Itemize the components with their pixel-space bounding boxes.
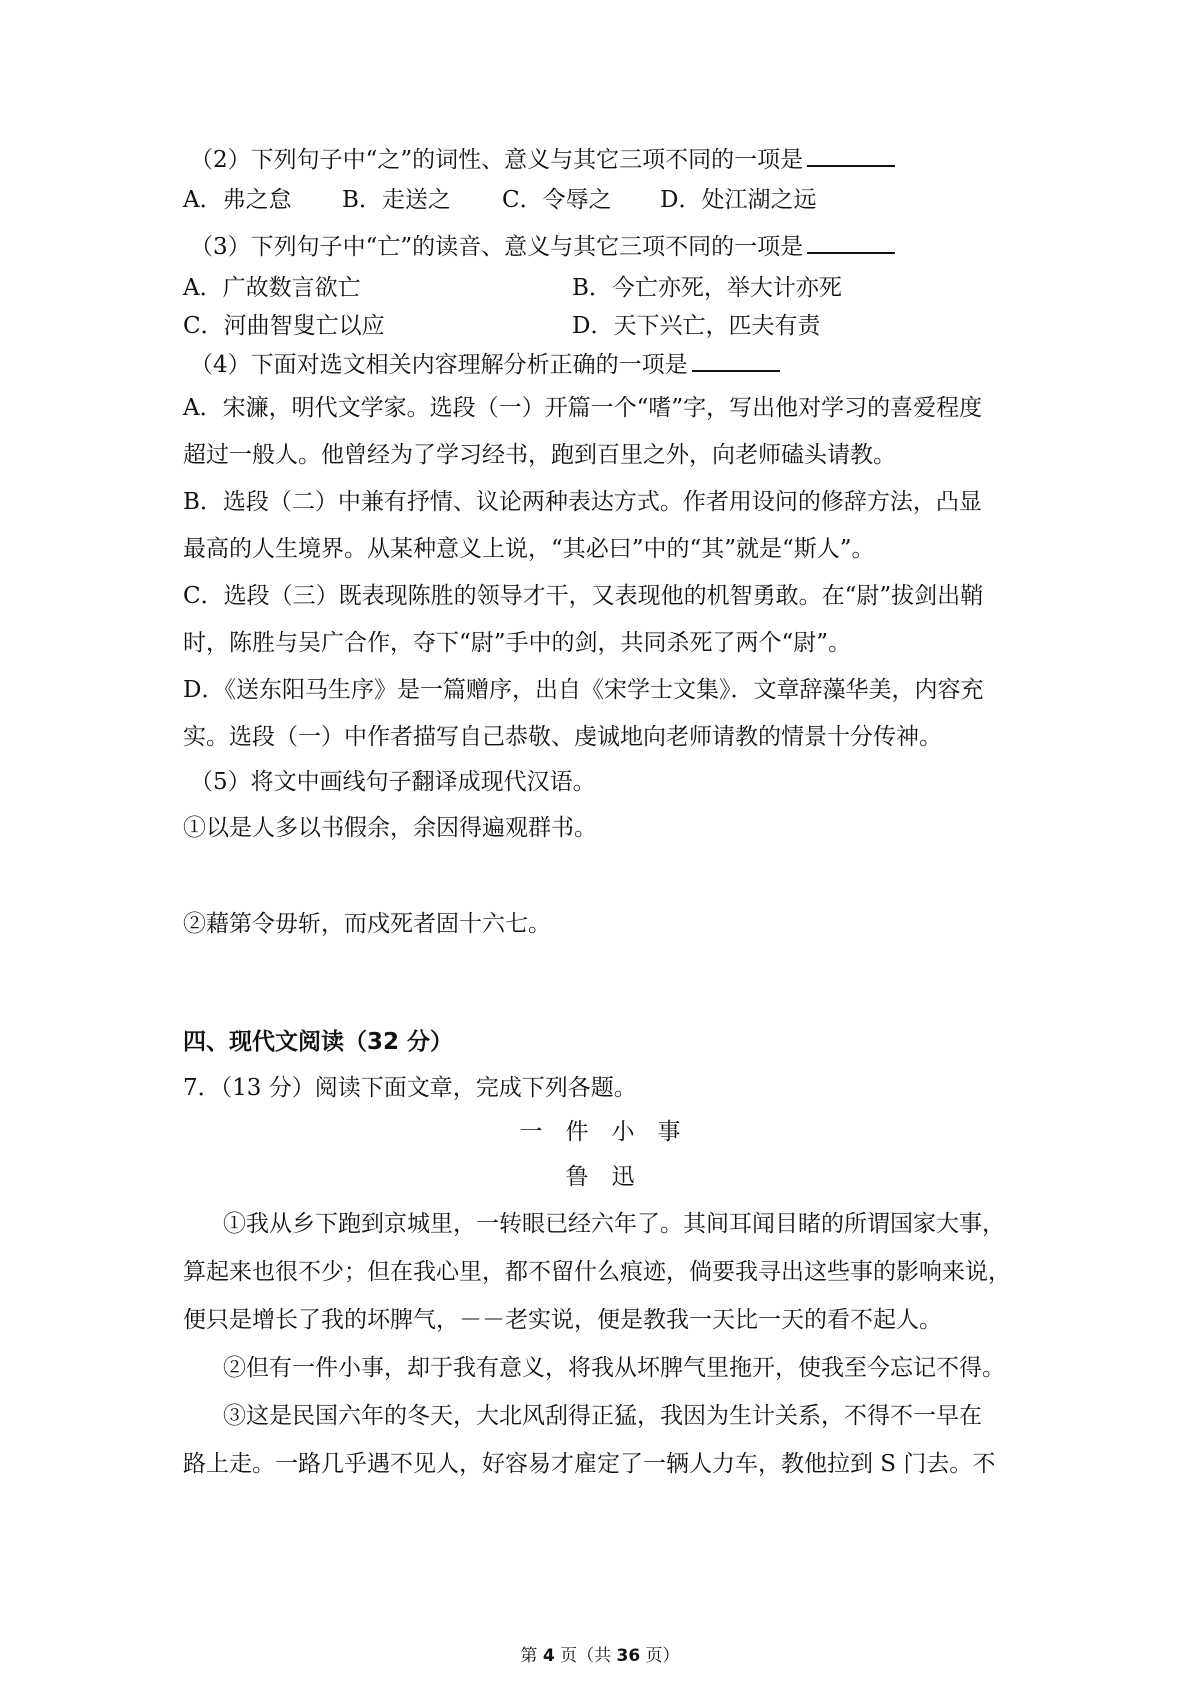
page-number: 4 — [542, 1646, 555, 1666]
q4-line-6: 时，陈胜与吴广合作，夺下“尉”手中的剑，共同杀死了两个“尉”。 — [183, 630, 852, 656]
answer-blank — [692, 348, 780, 372]
q3-option-a: A．广故数言欲亡 — [183, 275, 361, 301]
answer-blank — [807, 230, 895, 254]
q4-line-4: 最高的人生境界。从某种意义上说，“其必曰”中的“其”就是“斯人”。 — [183, 536, 875, 562]
section-heading: 四、现代文阅读（32 分） — [183, 1029, 454, 1055]
q2-option-b: B．走送之 — [342, 187, 451, 213]
q2-option-d: D．处江湖之远 — [660, 187, 817, 213]
q5-item-2: ②藉第令毋斩，而戍死者固十六七。 — [183, 911, 551, 937]
q4-line-5: C．选段（三）既表现陈胜的领导才干，又表现他的机智勇敢。在“尉”拔剑出鞘 — [183, 583, 984, 609]
question-4-text: （4）下面对选文相关内容理解分析正确的一项是 — [190, 352, 688, 378]
q4-line-1: A．宋濂，明代文学家。选段（一）开篇一个“嗜”字，写出他对学习的喜爱程度 — [183, 395, 983, 421]
q2-option-c: C．令辱之 — [502, 187, 612, 213]
article-author: 鲁 迅 — [565, 1164, 635, 1190]
page-footer — [0, 1645, 1200, 1667]
q3-option-b: B．今亡亦死，举大计亦死 — [572, 275, 842, 301]
q4-line-7: D．《送东阳马生序》是一篇赠序，出自《宋学士文集》．文章辞藻华美，内容充 — [183, 677, 984, 703]
q3-option-c: C．河曲智叟亡以应 — [183, 313, 385, 339]
article-paragraph-line-5: ③这是民国六年的冬天，大北风刮得正猛，我因为生计关系，不得不一早在 — [223, 1403, 982, 1429]
answer-blank — [807, 143, 895, 167]
q4-line-2: 超过一般人。他曾经为了学习经书，跑到百里之外，向老师磕头请教。 — [183, 442, 896, 468]
article-paragraph-line-2: 算起来也很不少；但在我心里，都不留什么痕迹，倘要我寻出这些事的影响来说， — [183, 1259, 1011, 1285]
article-paragraph-line-6: 路上走。一路几乎遇不见人，好容易才雇定了一辆人力车，教他拉到 S 门去。不 — [183, 1451, 996, 1477]
q4-line-8: 实。选段（一）中作者描写自己恭敬、虔诚地向老师请教的情景十分传神。 — [183, 724, 942, 750]
question-3-stem — [190, 230, 895, 262]
total-pages: 36 — [616, 1646, 641, 1666]
article-paragraph-line-1: ①我从乡下跑到京城里，一转眼已经六年了。其间耳闻目睹的所谓国家大事， — [223, 1211, 1005, 1237]
question-2-stem — [190, 143, 895, 175]
q2-option-a: A．弗之怠 — [183, 187, 292, 213]
q4-line-3: B．选段（二）中兼有抒情、议论两种表达方式。作者用设问的修辞方法，凸显 — [183, 489, 982, 515]
article-title: 一 件 小 事 — [519, 1119, 681, 1145]
question-5-stem: （5）将文中画线句子翻译成现代汉语。 — [190, 769, 596, 795]
footer-middle: 页（共 — [554, 1646, 617, 1666]
q3-option-d: D．天下兴亡，匹夫有责 — [572, 313, 821, 339]
question-7-stem: 7．（13 分）阅读下面文章，完成下列各题。 — [183, 1075, 637, 1101]
article-paragraph-line-4: ②但有一件小事，却于我有意义，将我从坏脾气里拖开，使我至今忘记不得。 — [223, 1355, 1005, 1381]
footer-prefix: 第 — [520, 1646, 543, 1666]
question-3-text: （3）下列句子中“亡”的读音、意义与其它三项不同的一项是 — [190, 234, 804, 260]
question-4-stem — [190, 348, 780, 380]
footer-suffix: 页） — [640, 1646, 680, 1666]
q5-item-1: ①以是人多以书假余，余因得遍观群书。 — [183, 815, 597, 841]
article-paragraph-line-3: 便只是增长了我的坏脾气，－－老实说，便是教我一天比一天的看不起人。 — [183, 1307, 942, 1333]
question-2-text: （2）下列句子中“之”的词性、意义与其它三项不同的一项是 — [190, 147, 804, 173]
